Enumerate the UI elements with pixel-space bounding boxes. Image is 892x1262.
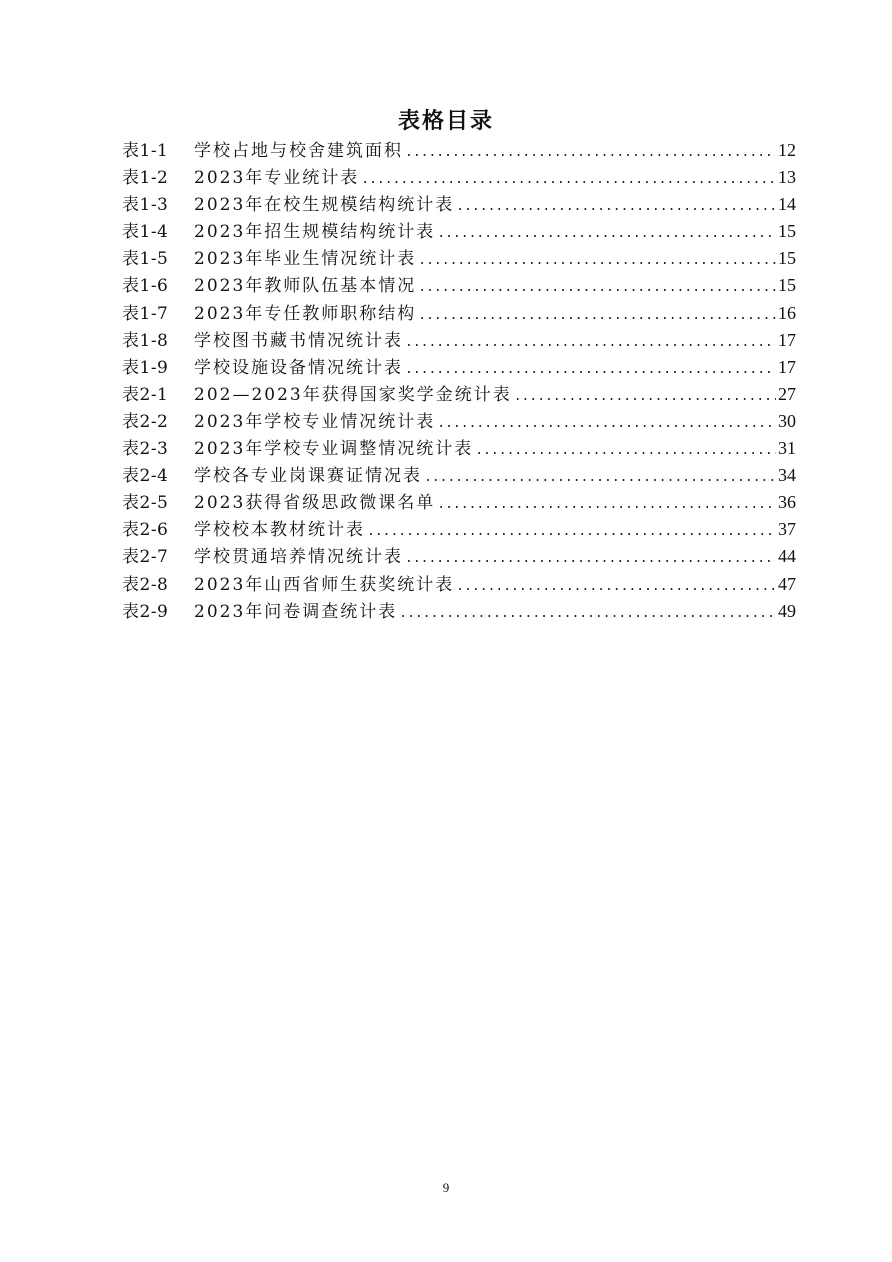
toc-entry-page: 16 bbox=[778, 302, 796, 323]
toc-entry[interactable] bbox=[122, 245, 796, 272]
toc-entry-title: 2023年山西省师生获奖统计表 bbox=[194, 574, 455, 595]
toc-entry-page: 37 bbox=[778, 519, 796, 540]
toc-entry-number: 表1-8 bbox=[122, 330, 169, 351]
table-of-contents bbox=[122, 137, 796, 625]
toc-entry-page: 34 bbox=[778, 465, 796, 486]
page-number: 9 bbox=[442, 1180, 450, 1195]
toc-entry[interactable] bbox=[122, 381, 796, 408]
toc-entry-page: 44 bbox=[778, 546, 796, 567]
toc-entry[interactable] bbox=[122, 462, 796, 489]
toc-dot-leader bbox=[437, 220, 776, 247]
toc-entry-title: 2023年教师队伍基本情况 bbox=[194, 276, 417, 297]
toc-entry[interactable] bbox=[122, 218, 796, 245]
toc-entry-page: 36 bbox=[778, 492, 796, 513]
toc-entry-number: 表2-1 bbox=[122, 384, 169, 405]
toc-entry[interactable] bbox=[122, 543, 796, 570]
toc-dot-leader bbox=[405, 545, 776, 572]
toc-entry-page: 14 bbox=[778, 194, 796, 215]
toc-entry-number: 表2-5 bbox=[122, 493, 169, 514]
toc-entry-page: 13 bbox=[778, 167, 796, 188]
toc-entry-title: 2023年专任教师职称结构 bbox=[194, 303, 417, 324]
toc-dot-leader bbox=[367, 518, 776, 545]
toc-entry-number: 表1-5 bbox=[122, 249, 169, 270]
toc-entry[interactable] bbox=[122, 191, 796, 218]
toc-entry-title: 2023年毕业生情况统计表 bbox=[194, 249, 417, 270]
toc-entry-title: 学校校本教材统计表 bbox=[194, 520, 365, 541]
toc-entry-number: 表1-2 bbox=[122, 168, 169, 189]
toc-entry-page: 27 bbox=[778, 383, 796, 404]
toc-entry[interactable] bbox=[122, 571, 796, 598]
toc-dot-leader bbox=[437, 410, 776, 437]
toc-entry-title: 2023年专业统计表 bbox=[194, 168, 360, 189]
toc-dot-leader bbox=[405, 356, 776, 383]
toc-entry-title: 学校设施设备情况统计表 bbox=[194, 357, 403, 378]
toc-entry-title: 2023年学校专业调整情况统计表 bbox=[194, 439, 474, 460]
toc-entry-title: 学校图书藏书情况统计表 bbox=[194, 330, 403, 351]
toc-entry-number: 表1-7 bbox=[122, 303, 169, 324]
toc-entry-page: 12 bbox=[778, 140, 796, 160]
page-title: 表格目录 bbox=[397, 108, 494, 134]
toc-entry-page: 30 bbox=[778, 410, 796, 431]
toc-dot-leader bbox=[424, 464, 776, 491]
toc-entry[interactable] bbox=[122, 408, 796, 435]
toc-entry[interactable] bbox=[122, 435, 796, 462]
toc-entry-number: 表2-9 bbox=[122, 601, 169, 622]
toc-entry-title: 2023获得省级思政微课名单 bbox=[194, 493, 436, 514]
toc-entry-page: 31 bbox=[778, 438, 796, 459]
toc-entry-page: 15 bbox=[778, 275, 796, 296]
toc-entry-number: 表1-9 bbox=[122, 357, 169, 378]
toc-entry[interactable] bbox=[122, 516, 796, 543]
toc-dot-leader bbox=[456, 193, 776, 220]
toc-entry-title: 学校贯通培养情况统计表 bbox=[194, 547, 403, 568]
toc-entry[interactable] bbox=[122, 327, 796, 354]
toc-entry-number: 表2-3 bbox=[122, 439, 169, 460]
toc-dot-leader bbox=[405, 329, 776, 356]
toc-entry-page: 17 bbox=[778, 356, 796, 377]
toc-entry-number: 表2-8 bbox=[122, 574, 169, 595]
toc-entry-title: 202—2023年获得国家奖学金统计表 bbox=[194, 384, 512, 405]
toc-entry-title: 2023年在校生规模结构统计表 bbox=[194, 195, 455, 216]
toc-entry-title: 学校各专业岗课赛证情况表 bbox=[194, 466, 422, 487]
toc-dot-leader bbox=[514, 383, 776, 410]
toc-entry[interactable] bbox=[122, 300, 796, 327]
toc-dot-leader bbox=[418, 274, 776, 301]
toc-entry-number: 表2-6 bbox=[122, 520, 169, 541]
toc-entry-page: 47 bbox=[778, 573, 796, 594]
toc-entry[interactable] bbox=[122, 489, 796, 516]
toc-entry-page: 15 bbox=[778, 248, 796, 269]
toc-entry-page: 15 bbox=[778, 221, 796, 242]
toc-entry-number: 表1-1 bbox=[122, 141, 169, 161]
toc-entry-page: 17 bbox=[778, 329, 796, 350]
toc-dot-leader bbox=[405, 139, 776, 166]
toc-entry-number: 表2-2 bbox=[122, 411, 169, 432]
toc-dot-leader bbox=[418, 247, 776, 274]
toc-entry-number: 表1-3 bbox=[122, 195, 169, 216]
toc-dot-leader bbox=[361, 166, 776, 193]
toc-dot-leader bbox=[418, 302, 776, 329]
toc-entry-number: 表2-7 bbox=[122, 547, 169, 568]
toc-dot-leader bbox=[437, 491, 776, 518]
toc-dot-leader bbox=[399, 600, 776, 627]
toc-entry[interactable] bbox=[122, 272, 796, 299]
toc-entry-number: 表2-4 bbox=[122, 466, 169, 487]
toc-entry[interactable] bbox=[122, 137, 796, 164]
toc-entry-number: 表1-6 bbox=[122, 276, 169, 297]
toc-entry-number: 表1-4 bbox=[122, 222, 169, 243]
toc-entry[interactable] bbox=[122, 598, 796, 625]
toc-entry-title: 2023年学校专业情况统计表 bbox=[194, 411, 436, 432]
toc-dot-leader bbox=[475, 437, 776, 464]
toc-entry[interactable] bbox=[122, 164, 796, 191]
toc-entry[interactable] bbox=[122, 354, 796, 381]
toc-entry-title: 2023年招生规模结构统计表 bbox=[194, 222, 436, 243]
toc-entry-title: 2023年问卷调查统计表 bbox=[194, 601, 398, 622]
toc-entry-page: 49 bbox=[778, 600, 796, 621]
toc-entry-title: 学校占地与校舍建筑面积 bbox=[194, 141, 403, 161]
toc-dot-leader bbox=[456, 573, 776, 600]
